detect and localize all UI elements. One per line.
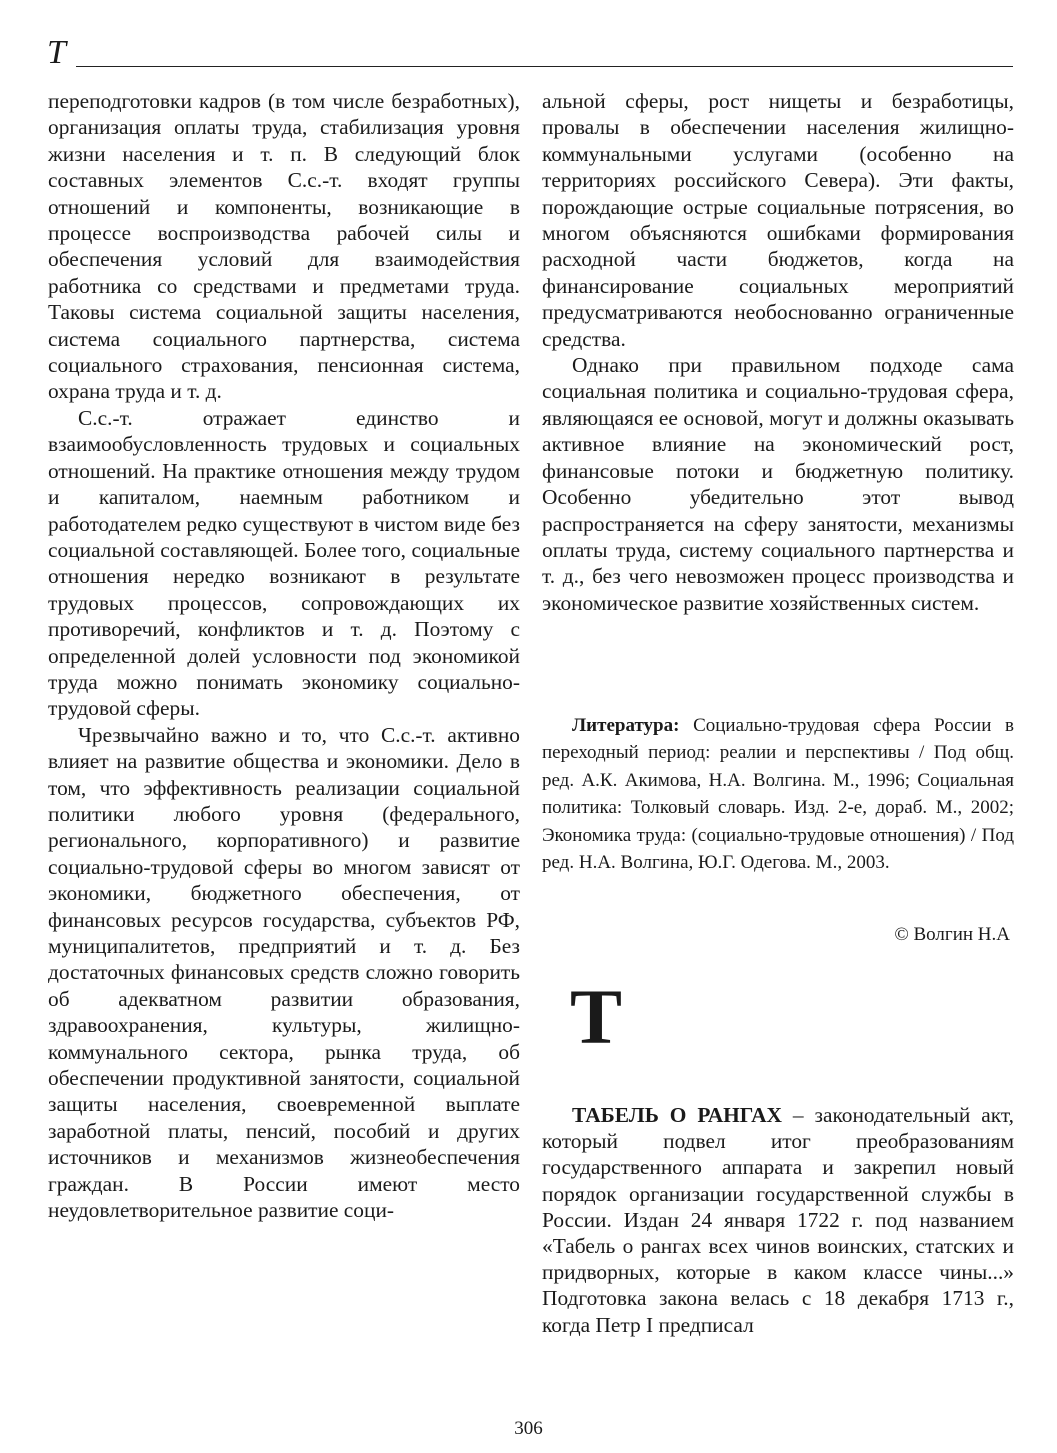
literature-text: Социально-трудовая сфера России в переходный период: реалии и перспективы / Под общ. ред. А.К. Акимова, Н.А. Волгина. М., 1996; Социальная политика: Толковый словарь. Изд. 2-е, дораб. М., 2002; Экономика труда: (социально-трудовые отношения) / Под ред. Н.А. Волгина, Ю.Г. Одегова. М., 2003. — [542, 715, 1014, 874]
right-paragraph-2: Однако при правильном подходе сама социальная политика и социально-трудовая сфера, являющаяся ее основой, могут и должны оказывать активное влияние на экономический рост, финансовые потоки и бюджетную политику. Особенно убедительно этот вывод распространяется на сферу занятости, механизмы оплаты труда, систему социального партнерства и т. д., без чего невозможен процесс производства и экономическое развитие хозяйственных систем. — [542, 353, 1014, 615]
left-paragraph-3: Чрезвычайно важно и то, что С.с.-т. активно влияет на развитие общества и экономики. Дело в том, что эффективность реализации социальной политики любого уровня (федерального, регионального, корпоративного) и развитие социально-трудовой сферы во многом зависят от экономики, бюджетного обеспечения, от финансовых ресурсов государства, субъектов РФ, муниципалитетов, предприятий и т. д. Без достаточных финансовых средств сложно говорить об адекватном развитии образования, здравоохранения, культуры, жилищно-коммунального сектора, рынка труда, об обеспечении продуктивной занятости, социальной защиты населения, своевременной выплате заработной платы, пенсий, пособий и других источников и механизмов жизнеобеспечения граждан. В России имеют место неудовлетворительное развитие соци- — [48, 722, 520, 1223]
page-number: 306 — [514, 1418, 543, 1439]
header-rule — [76, 66, 1013, 67]
entry-term: ТАБЕЛЬ О РАНГАХ — [572, 1103, 782, 1127]
section-letter: Т — [570, 973, 623, 1060]
left-column — [48, 88, 520, 1223]
running-header-letter: Т — [47, 34, 66, 71]
left-paragraph-1: переподготовки кадров (в том числе безработных), организация оплаты труда, стабилизация уровня жизни населения и т. п. В следующий блок составных элементов С.с.-т. входят группы отношений и компоненты, возникающие в процессе воспроизводства рабочей силы и обеспечения условий для взаимодействия работника со средствами и предметами труда. Таковы система социальной защиты населения, система социального партнерства, система социального страхования, пенсионная система, охрана труда и т. д. — [48, 89, 520, 404]
literature-block — [542, 712, 1014, 876]
right-paragraph-1: альной сферы, рост нищеты и безработицы, провалы в обеспечении населения жилищно-коммунальными услугами (особенно на территориях российского Севера). Эти факты, порождающие острые социальные потрясения, во многом объясняются ошибками формирования расходной части бюджетов, когда на финансирование социальных мероприятий предусматриваются необоснованно ограниченные средства. — [542, 89, 1014, 351]
right-column — [542, 88, 1014, 616]
left-paragraph-2: С.с.-т. отражает единство и взаимообусловленность трудовых и социальных отношений. На практике отношения между трудом и капиталом, наемным работником и работодателем редко существуют в чистом виде без социальной составляющей. Более того, социальные отношения нередко возникают в результате трудовых процессов, сопровождающих их противоречий, конфликтов и т. д. Поэтому с определенной долей условности под экономикой труда можно понимать экономику социально-трудовой сферы. — [48, 405, 520, 721]
author-signature: © Волгин Н.А — [894, 924, 1010, 945]
entry-text: – законодательный акт, который подвел итог преобразованиям государственного аппарата и закрепил новый порядок организации государственной службы в России. Издан 24 января 1722 г. под названием «Табель о рангах всех чинов воинских, статских и придворных, которые в каком классе чины...» Подготовка закона велась с 18 декабря 1713 г., когда Петр I предписал — [542, 1103, 1015, 1337]
dictionary-entry — [542, 1102, 1014, 1338]
literature-label: Литература: — [572, 715, 680, 736]
